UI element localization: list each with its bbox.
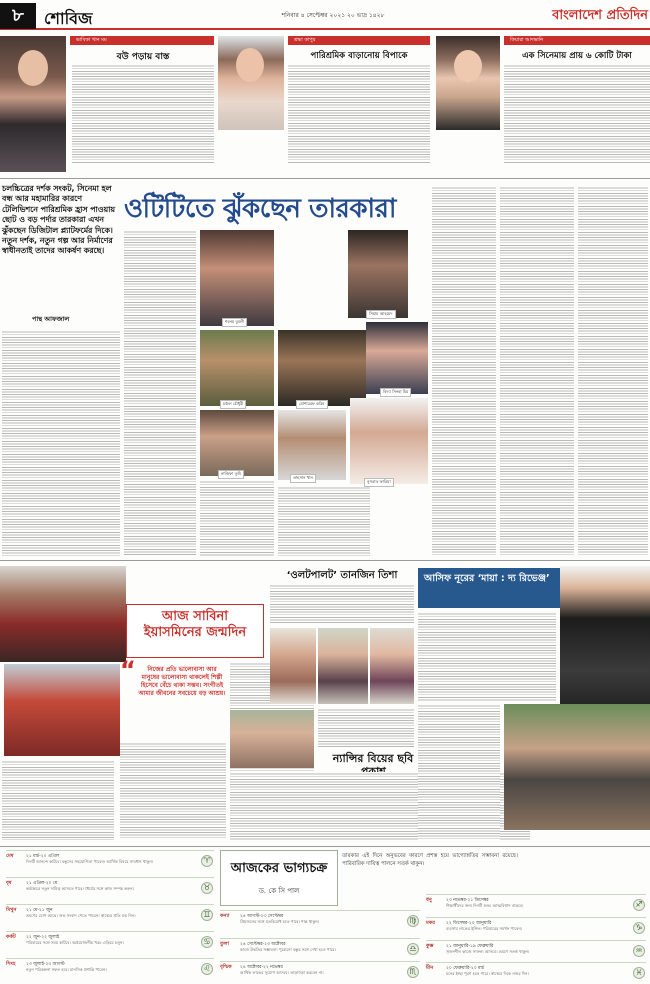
sign-dates: ২৩ নভেম্বর-২১ ডিসেম্বর (446, 898, 489, 903)
pull-quote (120, 656, 226, 738)
divider (0, 560, 650, 561)
mom-photo (0, 36, 66, 172)
sign-text: ভ্রমণের যোগ আছে। শুভ সংবাদ পেতে পারেন। স্বাস্থ্যের প্রতি যত্ন নিন। (26, 913, 136, 918)
sign-name: মিথুন (6, 907, 17, 913)
sign-text: মনের ইচ্ছা পূরণ হতে পারে। স্বাস্থ্যের দিকে নজর দিন। (446, 971, 529, 976)
mosharraf-photo (278, 330, 366, 406)
sign-capricorn (426, 917, 646, 939)
sign-name: কন্যা (220, 913, 230, 919)
tahsan-photo (278, 410, 346, 480)
sign-text: প্রিয়জনের সঙ্গে মতবিরোধ হতে পারে। শান্ত থাকুন। (240, 919, 320, 924)
sign-gemini (6, 904, 214, 930)
sign-name: কুম্ভ (426, 943, 434, 949)
photo-caption: সিয়াম আহমেদ (366, 310, 396, 319)
story-headline: পারিশ্রমিক বাড়ানোয় বিপাকে (310, 51, 408, 61)
maiden-icon: ♍ (407, 915, 419, 927)
main-col-4 (278, 486, 370, 556)
sign-scorpio (220, 961, 420, 983)
water-icon: ♒ (633, 945, 645, 957)
nancy-headline: ন্যান্সির বিয়ের ছবি (332, 752, 414, 765)
quote-text: নিজের প্রতি ভালোবাসা আর মানুষের ভালোবাসা থাকলেই শিল্পী হিসেবে বেঁচে থাকা সম্ভব। সংগীতই আমার জীবনের সবচেয়ে বড় আশ্রয়। (138, 666, 226, 697)
asif-couple-photo (504, 704, 650, 830)
siam-photo (348, 230, 408, 318)
top-story-3 (436, 36, 650, 176)
sabina-headline-box (126, 604, 264, 658)
sign-cancer (6, 931, 214, 957)
main-headline-text: ওটিটিতে ঝুঁকছেন তারকারা (124, 194, 396, 224)
sabina-photo-2 (4, 664, 120, 756)
tushi-photo (200, 410, 274, 476)
fish-icon: ♓ (633, 967, 645, 979)
main-col-6 (500, 186, 574, 556)
sign-text: ব্যবসায় লাভের ইঙ্গিত। পরিবারের সমর্থন পাবেন। (446, 926, 523, 931)
sign-name: তুলা (220, 941, 229, 947)
asif-headline: আসিফ নূরের ‘মায়া : দ্য রিভেঞ্জ’ (424, 573, 550, 584)
sign-name: সিংহ (6, 961, 16, 967)
photo-caption: মোশাররফ করিম (296, 400, 328, 409)
sabina-col-2 (120, 742, 226, 840)
top-story-1 (0, 36, 214, 176)
main-col-1 (2, 330, 120, 556)
sign-name: বৃষ (6, 880, 12, 886)
divider (0, 178, 650, 179)
sign-text: নতুন পরিকল্পনা সফল হবে। মানসিক প্রশান্তি পাবেন। (26, 967, 107, 972)
story-kicker: কিয়ারা আদভানি (504, 36, 650, 45)
horoscope (0, 850, 650, 984)
sign-text: শিক্ষার্থীদের জন্য দিনটি শুভ। আত্মবিশ্বাস বাড়বে। (446, 903, 524, 908)
tisha-photo-3 (370, 628, 414, 704)
sign-text: কর্মক্ষেত্রে নতুন দায়িত্ব আসতে পারে। ধৈর্যের সঙ্গে কাজ সম্পন্ন করুন। (26, 886, 134, 891)
main-headline (124, 188, 444, 224)
sign-text: আর্থিক লাভের সুযোগ আসবে। তাড়াহুড়া করবেন না। (240, 970, 324, 975)
bubly-photo (200, 230, 274, 326)
scales-icon: ♎ (407, 943, 419, 955)
sign-dates: ২২ জুন-২২ জুলাই (26, 935, 60, 940)
main-col-3 (200, 480, 274, 556)
crab-icon: ♋ (201, 936, 213, 948)
main-col-2 (124, 230, 196, 556)
chanchal-photo (200, 330, 274, 406)
intro-text: চলচ্চিত্রের দর্শক সংকট, সিনেমা হল বন্ধ আর মহামারির কারণে টেলিভিশনে পারিশ্রমিক হ্রাস পাওয়ায় ছোট ও বড় পর্দার তারকারা এখন ঝুঁকছেন ডিজিটাল প্ল্যাটফর্মের দিকে। নতুন দর্শক, নতুন গল্প আর নির্মাণের স্বাধীনতাই তাদের আকর্ষণ করছে। (2, 184, 115, 256)
scorpion-icon: ♏ (407, 966, 419, 978)
main-col-7 (578, 186, 648, 556)
date-line: শনিবার ৪ সেপ্টেম্বর ২০২১ ২০ ভাদ্র ১৪২৮ (281, 12, 385, 19)
sign-libra (220, 938, 420, 960)
archer-icon: ♐ (633, 899, 645, 911)
horoscope-title-box (220, 850, 338, 906)
asif-col-2 (418, 704, 500, 840)
horoscope-title: আজকের ভাগ্যচক্র (230, 861, 328, 876)
photo-caption: শবনম বুবলী (222, 318, 247, 327)
sign-pisces (426, 962, 646, 983)
shraddha-photo (218, 36, 284, 130)
sign-text: কাজে উন্নতির সম্ভাবনা। পুরোনো বন্ধুর সঙ্গে দেখা হতে পারে। (240, 947, 336, 952)
asif-hero-photo (560, 566, 650, 716)
section-label: শোবিজ (44, 9, 93, 28)
sign-virgo (220, 910, 420, 936)
sign-leo (6, 958, 214, 984)
tisha-photo-2 (318, 628, 368, 704)
sign-dates: ২৪ আগস্ট-২৩ সেপ্টেম্বর (240, 914, 284, 919)
bull-icon: ♉ (201, 882, 213, 894)
sabina-photo (0, 566, 126, 662)
horoscope-author: ড. কে সি পাল (258, 887, 300, 895)
masthead (0, 0, 650, 30)
story-kicker: ভাবিকা খান মম (70, 36, 214, 45)
lion-icon: ♌ (201, 963, 213, 975)
page-number: ৮ (0, 3, 36, 29)
sign-name: মকর (426, 920, 436, 926)
photo-caption: বিদ্যা সিনহা মিম (380, 388, 411, 397)
sign-dates: ২৪ অক্টোবর-২২ নভেম্বর (240, 965, 283, 970)
brand-logo (500, 4, 648, 28)
nusraat-photo (350, 398, 428, 484)
sign-dates: ২১ মার্চ-২০ এপ্রিল (26, 854, 60, 859)
sign-name: মেষ (6, 853, 14, 859)
mim-photo (366, 322, 428, 394)
goat-icon: ♑ (633, 922, 645, 934)
story-kicker: শ্রদ্ধা কাপুর (288, 36, 430, 45)
sign-dates: ২০ ফেব্রুয়ারি-২০ মার্চ (446, 966, 485, 971)
sign-name: বৃশ্চিক (220, 964, 232, 970)
sign-dates: ২৪ সেপ্টেম্বর-২৩ অক্টোবর (240, 942, 286, 947)
sign-dates: ২১ এপ্রিল-২০ মে (26, 881, 58, 886)
brand-name: বাংলাদেশ প্রতিদিন (552, 8, 648, 23)
tisha-col (318, 708, 414, 748)
sign-text: পরিবারের সঙ্গে সময় কাটবে। অপ্রয়োজনীয় খরচ এড়িয়ে চলুন। (26, 940, 124, 945)
byline: পান্থ আফজাল (32, 315, 70, 323)
top-story-2 (218, 36, 430, 176)
story-headline: এক সিনেমায় প্রায় ৬ কোটি টাকা (522, 51, 632, 61)
sign-sagittarius (426, 894, 646, 916)
story-body (288, 64, 430, 164)
tisha-couple-photo (230, 710, 314, 768)
sabina-col-1 (2, 760, 114, 840)
tisha-body (270, 584, 414, 624)
sign-dates: ২১ জানুয়ারি-১৯ ফেব্রুয়ারি (446, 944, 494, 949)
asif-col-1 (418, 612, 556, 702)
story-headline: বউ পড়ায় বাস্ত (116, 52, 170, 62)
twins-icon: ♊ (201, 909, 213, 921)
ram-icon: ♈ (201, 855, 213, 867)
sign-name: কর্কট (6, 934, 16, 940)
sign-text: সৃজনশীল কাজে সাফল্য আসবে। ভ্রমণে সতর্ক থাকুন। (446, 949, 530, 954)
kiara-photo (436, 36, 500, 130)
photo-caption: চঞ্চল চৌধুরী (220, 400, 246, 409)
sign-aquarius (426, 940, 646, 961)
sign-name: মীন (426, 965, 434, 971)
sabina-headline: আজ সাবিনা ইয়াসমিনের জন্মদিন (143, 609, 247, 640)
tisha-headline: ‘ওলটপালট’ তানজিন তিশা (286, 570, 398, 581)
sign-taurus (6, 877, 214, 903)
sign-dates: ২১ মে-২১ জুন (26, 908, 53, 913)
quote-mark: “ (120, 656, 136, 684)
photo-caption: তাহসান খান (290, 474, 316, 483)
photo-caption: নুসরাত ফারিয়া (364, 478, 394, 487)
main-col-5 (432, 186, 496, 556)
story-body (72, 64, 214, 164)
sign-dates: ২৩ জুলাই-২৩ আগস্ট (26, 962, 65, 967)
photo-caption: নাজিফা তুষি (218, 470, 244, 479)
sign-dates: ২২ ডিসেম্বর-২০ জানুয়ারি (446, 921, 492, 926)
story-body (504, 64, 650, 164)
main-intro (2, 184, 120, 324)
sign-aries (6, 850, 214, 876)
sign-name: ধনু (426, 897, 432, 903)
divider (0, 846, 650, 847)
tisha-photo-1 (270, 628, 316, 704)
sign-text: দিনটি আনন্দে কাটবে। বন্ধুদের সহযোগিতা পাবেন। আর্থিক বিষয়ে সাবধান থাকুন। (26, 859, 154, 864)
horoscope-intro: তারকার এই দিনে অনুভবের কারণে প্রশস্ত হয়ে ভাগ্যোন্নতির সম্ভাবনা রয়েছে। পারিবারিক দায়িত্ব পালনে সতর্ক থাকুন। (342, 853, 518, 867)
